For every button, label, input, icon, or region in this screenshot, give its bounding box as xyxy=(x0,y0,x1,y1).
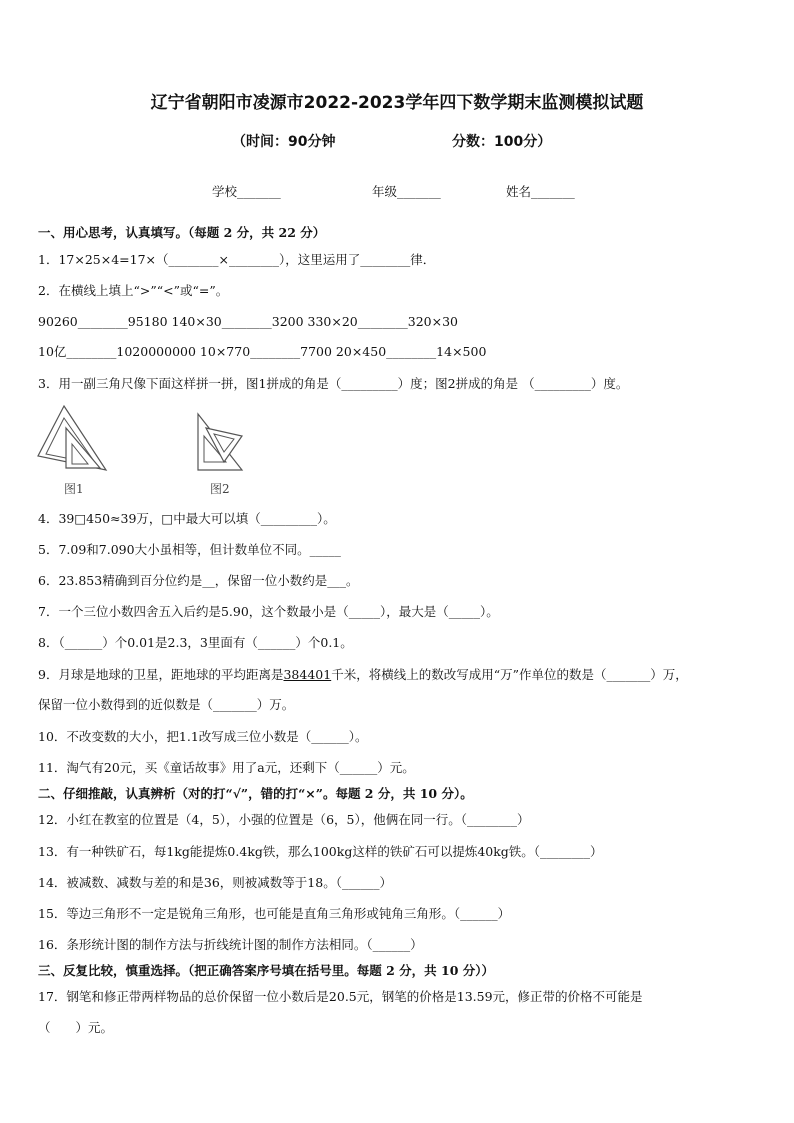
figure-2-caption: 图2 xyxy=(210,482,230,496)
section3-heading: 三、反复比较，慎重选择。（把正确答案序号填在括号里。每题 2 分，共 10 分）） xyxy=(38,963,495,978)
question-1: 1．17×25×4=17×（________×________），这里运用了________律． xyxy=(38,252,436,267)
question-3: 3．用一副三角尺像下面这样拼一拼，图1拼成的角是（_________）度；图2拼成的角是 （_________）度。 xyxy=(38,376,629,391)
question-2-row2: 10亿________1020000000 10×770________7700 20×450________14×500 xyxy=(38,344,487,359)
question-14: 14．被减数、减数与差的和是36，则被减数等于18。（______） xyxy=(38,875,392,890)
section2-heading: 二、仔细推敲，认真辨析（对的打“√”，错的打“×”。每题 2 分，共 10 分）。 xyxy=(38,786,473,801)
question-9-part-b: 千米，将横线上的数改写成用“万”作单位的数是（_______）万， xyxy=(331,667,688,682)
question-13: 13．有一种铁矿石，每1kg能提炼0.4kg铁，那么100kg这样的铁矿石可以提炼40kg铁。（________） xyxy=(38,844,603,859)
question-17-line2: （ ）元。 xyxy=(38,1020,114,1035)
question-15: 15．等边三角形不一定是锐角三角形，也可能是直角三角形或钝角三角形。（______） xyxy=(38,906,511,921)
exam-time: （时间：90分钟 xyxy=(232,134,336,150)
question-9-part-a: 9．月球是地球的卫星，距地球的平均距离是 xyxy=(38,667,284,682)
question-16: 16．条形统计图的制作方法与折线统计图的制作方法相同。（______） xyxy=(38,937,423,952)
question-5: 5．7.09和7.090大小虽相等，但计数单位不同。_____ xyxy=(38,542,341,557)
section1-heading: 一、用心思考，认真填写。（每题 2 分，共 22 分） xyxy=(38,225,326,240)
triangle-figure-1 xyxy=(36,404,108,476)
question-6: 6．23.853精确到百分位约是__，保留一位小数约是___。 xyxy=(38,573,359,588)
triangle-figure-2 xyxy=(194,412,246,474)
question-7: 7．一个三位小数四舍五入后约是5.90，这个数最小是（_____），最大是（_____）。 xyxy=(38,604,499,619)
question-12: 12．小红在教室的位置是（4，5），小强的位置是（6，5），他俩在同一行。（________） xyxy=(38,812,530,827)
question-4: 4．39□450≈39万，□中最大可以填（_________）。 xyxy=(38,511,336,526)
question-10: 10．不改变数的大小，把1.1改写成三位小数是（______）。 xyxy=(38,729,368,744)
question-2-row1: 90260________95180 140×30________3200 330×20________320×30 xyxy=(38,314,459,329)
grade-field[interactable]: 年级_______ xyxy=(372,184,441,199)
question-8: 8．（______）个0.01是2.3，3里面有（______）个0.1。 xyxy=(38,635,353,650)
moon-distance-value: 384401 xyxy=(283,667,332,682)
school-field[interactable]: 学校_______ xyxy=(212,184,281,199)
exam-score: 分数：100分） xyxy=(452,134,552,150)
question-17: 17．钢笔和修正带两样物品的总价保留一位小数后是20.5元，钢笔的价格是13.59元，修正带的价格不可能是 xyxy=(38,989,643,1004)
question-2: 2．在横线上填上“>”“<”或“=”。 xyxy=(38,283,229,298)
name-field[interactable]: 姓名_______ xyxy=(506,184,575,199)
question-9 xyxy=(38,667,688,683)
question-11: 11．淘气有20元，买《童话故事》用了a元，还剩下（______）元。 xyxy=(38,760,415,775)
question-9-line2: 保留一位小数得到的近似数是（_______）万。 xyxy=(38,697,295,712)
page-title: 辽宁省朝阳市凌源市2022-2023学年四下数学期末监测模拟试题 xyxy=(150,93,644,113)
figure-1-caption: 图1 xyxy=(64,482,84,496)
